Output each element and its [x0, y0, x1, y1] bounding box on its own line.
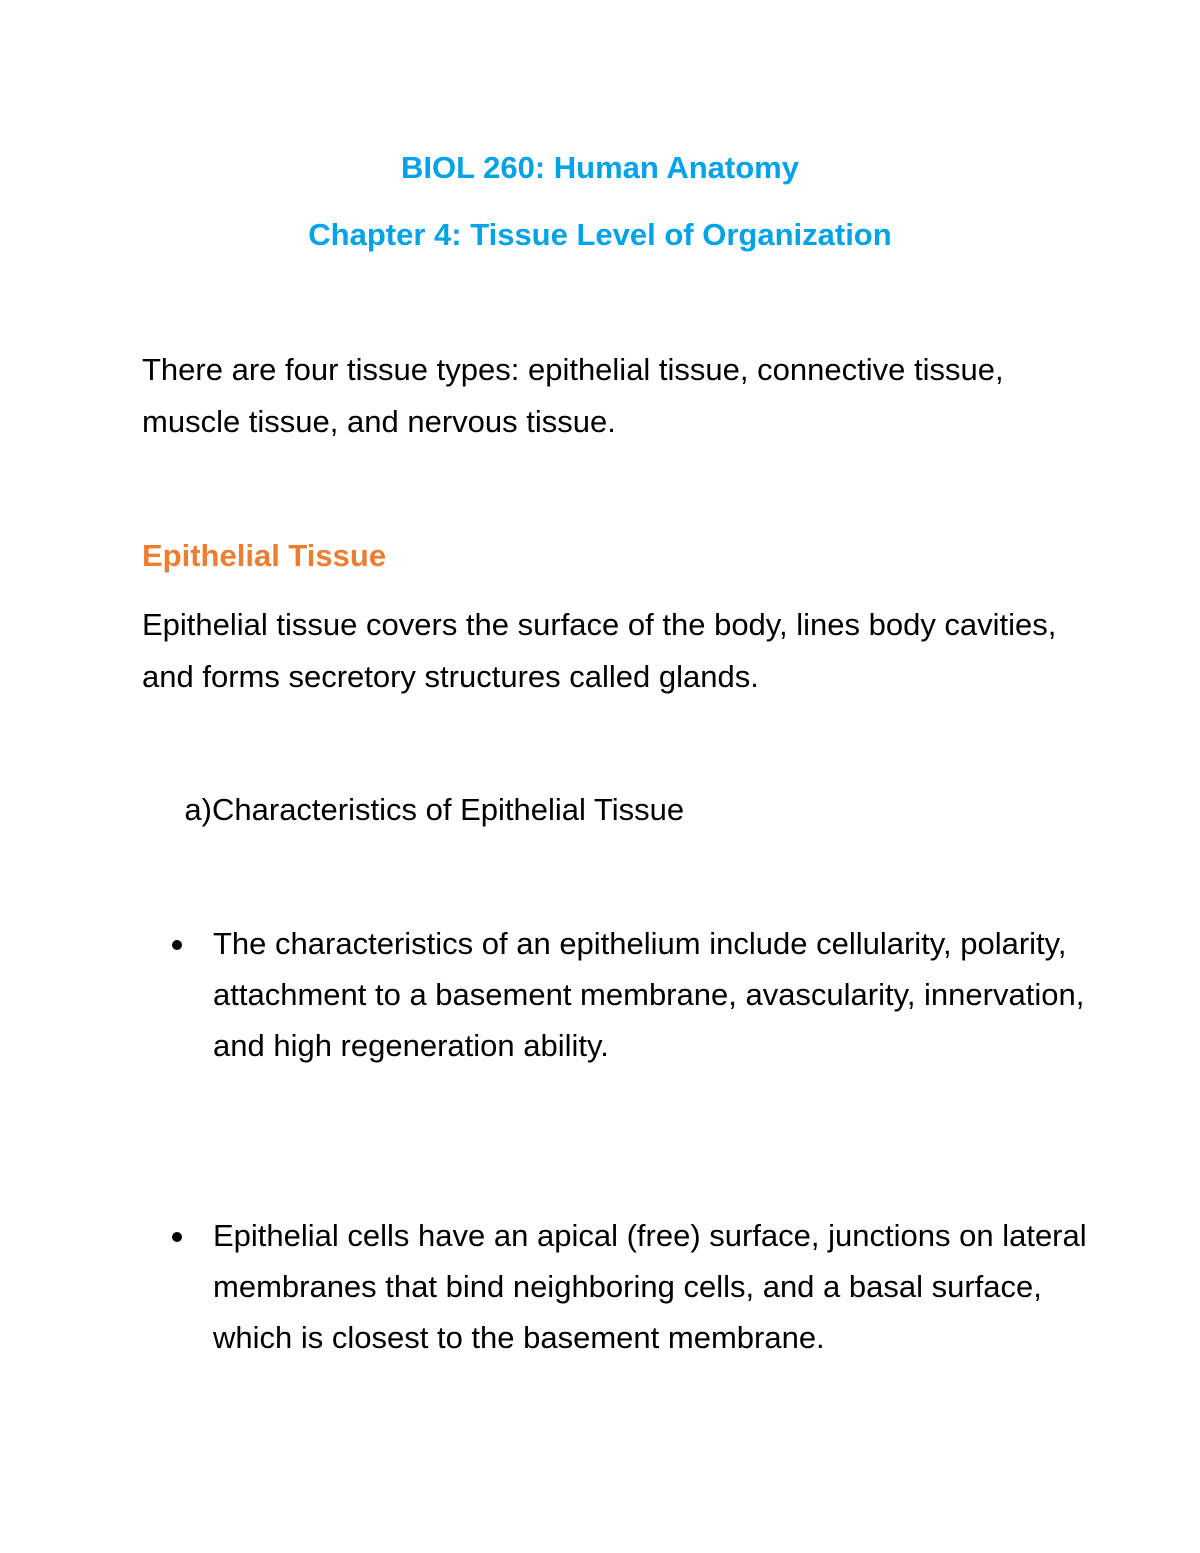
chapter-title: Chapter 4: Tissue Level of Organization: [308, 217, 892, 252]
course-title: BIOL 260: Human Anatomy: [401, 150, 799, 185]
subsection-label: Characteristics of Epithelial Tissue: [212, 792, 685, 827]
intro-paragraph: There are four tissue types: epithelial tissue, connective tissue, muscle tissue, and nervous tissue.: [142, 352, 1004, 439]
section-heading: Epithelial Tissue: [142, 538, 387, 573]
bullet-icon: [172, 1232, 182, 1242]
bullet-icon: [172, 940, 182, 950]
subsection-item: [142, 784, 684, 836]
bullet-text: The characteristics of an epithelium include cellularity, polarity, attachment to a basement membrane, avascularity, innervation, and high regeneration ability.: [213, 926, 1085, 1063]
subsection-marker: a): [184, 792, 212, 827]
section-paragraph: Epithelial tissue covers the surface of the body, lines body cavities, and forms secretory structures called glands.: [142, 607, 1057, 694]
bullet-text: Epithelial cells have an apical (free) surface, junctions on lateral membranes that bind neighboring cells, and a basal surface, which is closest to the basement membrane.: [213, 1218, 1087, 1355]
